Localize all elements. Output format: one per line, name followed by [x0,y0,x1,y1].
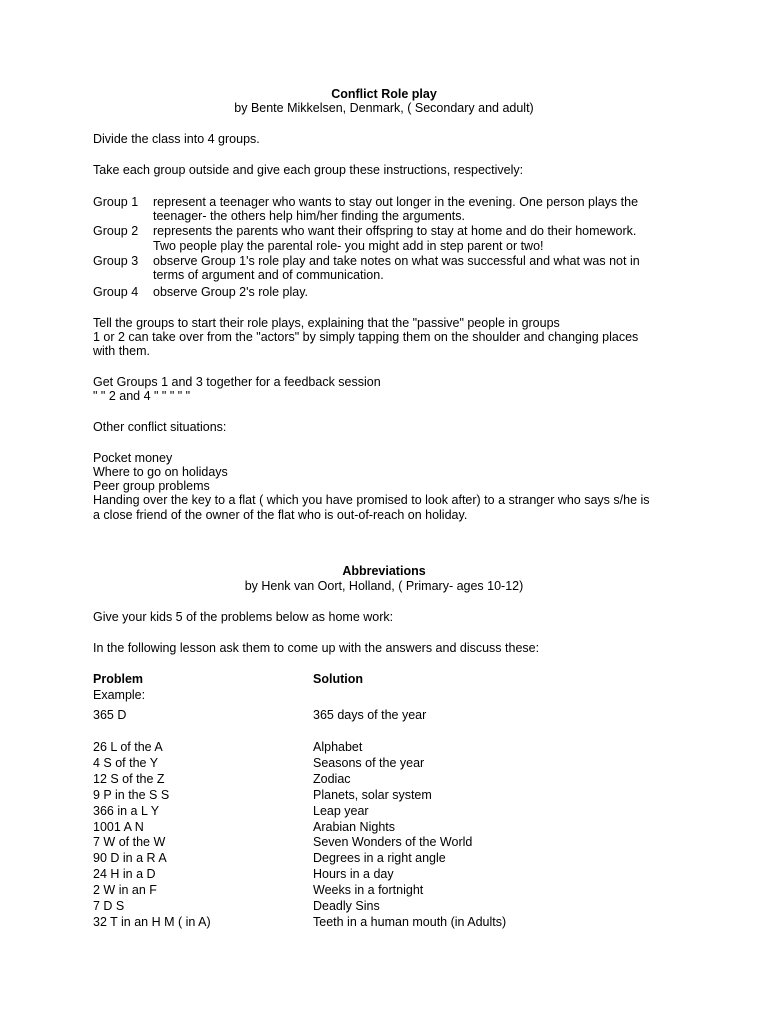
section1-paragraph-4-line: " " 2 and 4 " " " " " [93,389,191,403]
table-cell-solution: Alphabet [313,740,363,754]
group-label: Group 2 [93,224,139,238]
table-cell-solution: Deadly Sins [313,899,380,913]
group-text-line: represents the parents who want their offspring to stay at home and do their homework. [153,224,637,238]
table-cell-problem: 24 H in a D [93,867,156,881]
column-header-solution: Solution [313,672,363,686]
table-cell-solution: Seasons of the year [313,756,425,770]
section1-paragraph-2: Take each group outside and give each group these instructions, respectively: [93,163,524,177]
table-cell-problem: 366 in a L Y [93,804,160,818]
section1-paragraph-3-line: 1 or 2 can take over from the "actors" by simply tapping them on the shoulder and changing places [93,330,639,344]
section2-byline: by Henk van Oort, Holland, ( Primary- ages 10-12) [244,579,524,593]
table-cell-solution: Weeks in a fortnight [313,883,424,897]
table-cell-problem: 4 S of the Y [93,756,159,770]
example-label: Example: [93,688,146,702]
table-cell-solution: Degrees in a right angle [313,851,446,865]
group-label: Group 1 [93,195,139,209]
example-problem: 365 D [93,708,127,722]
table-cell-solution: Hours in a day [313,867,394,881]
section1-title: Conflict Role play [331,87,437,101]
section1-paragraph-3-line: Tell the groups to start their role plays, explaining that the "passive" people in groups [93,316,560,330]
table-cell-solution: Zodiac [313,772,351,786]
section2-paragraph-1: Give your kids 5 of the problems below as home work: [93,610,394,624]
table-cell-problem: 1001 A N [93,820,144,834]
table-cell-solution: Planets, solar system [313,788,432,802]
column-header-problem: Problem [93,672,144,686]
section2-paragraph-2: In the following lesson ask them to come up with the answers and discuss these: [93,641,540,655]
group-text-line: represent a teenager who wants to stay out longer in the evening. One person plays the [153,195,639,209]
group-text-line: Two people play the parental role- you might add in step parent or two! [153,239,544,253]
group-text-line: observe Group 2's role play. [153,285,309,299]
section1-paragraph-3-line: with them. [93,344,150,358]
situation-line: a close friend of the owner of the flat who is out-of-reach on holiday. [93,508,468,522]
group-text-line: teenager- the others help him/her finding the arguments. [153,209,465,223]
situation-line: Handing over the key to a flat ( which you have promised to look after) to a stranger who says s/he is [93,493,650,507]
table-cell-problem: 2 W in an F [93,883,157,897]
situation-line: Pocket money [93,451,173,465]
table-cell-solution: Arabian Nights [313,820,395,834]
table-cell-solution: Leap year [313,804,369,818]
table-cell-solution: Seven Wonders of the World [313,835,473,849]
group-label: Group 4 [93,285,139,299]
table-cell-problem: 26 L of the A [93,740,163,754]
group-text-line: observe Group 1's role play and take notes on what was successful and what was not in [153,254,640,268]
table-cell-problem: 90 D in a R A [93,851,167,865]
situation-line: Peer group problems [93,479,210,493]
table-cell-problem: 7 D S [93,899,125,913]
section1-paragraph-1: Divide the class into 4 groups. [93,132,260,146]
table-cell-problem: 7 W of the W [93,835,166,849]
section1-byline: by Bente Mikkelsen, Denmark, ( Secondary and adult) [234,101,534,115]
example-solution: 365 days of the year [313,708,427,722]
group-text-line: terms of argument and of communication. [153,268,384,282]
section1-paragraph-4-line: Get Groups 1 and 3 together for a feedback session [93,375,381,389]
section1-paragraph-5: Other conflict situations: [93,420,227,434]
situation-line: Where to go on holidays [93,465,228,479]
table-cell-solution: Teeth in a human mouth (in Adults) [313,915,507,929]
section2-title: Abbreviations [342,564,426,578]
table-cell-problem: 32 T in an H M ( in A) [93,915,211,929]
table-cell-problem: 9 P in the S S [93,788,170,802]
group-label: Group 3 [93,254,139,268]
table-cell-problem: 12 S of the Z [93,772,165,786]
